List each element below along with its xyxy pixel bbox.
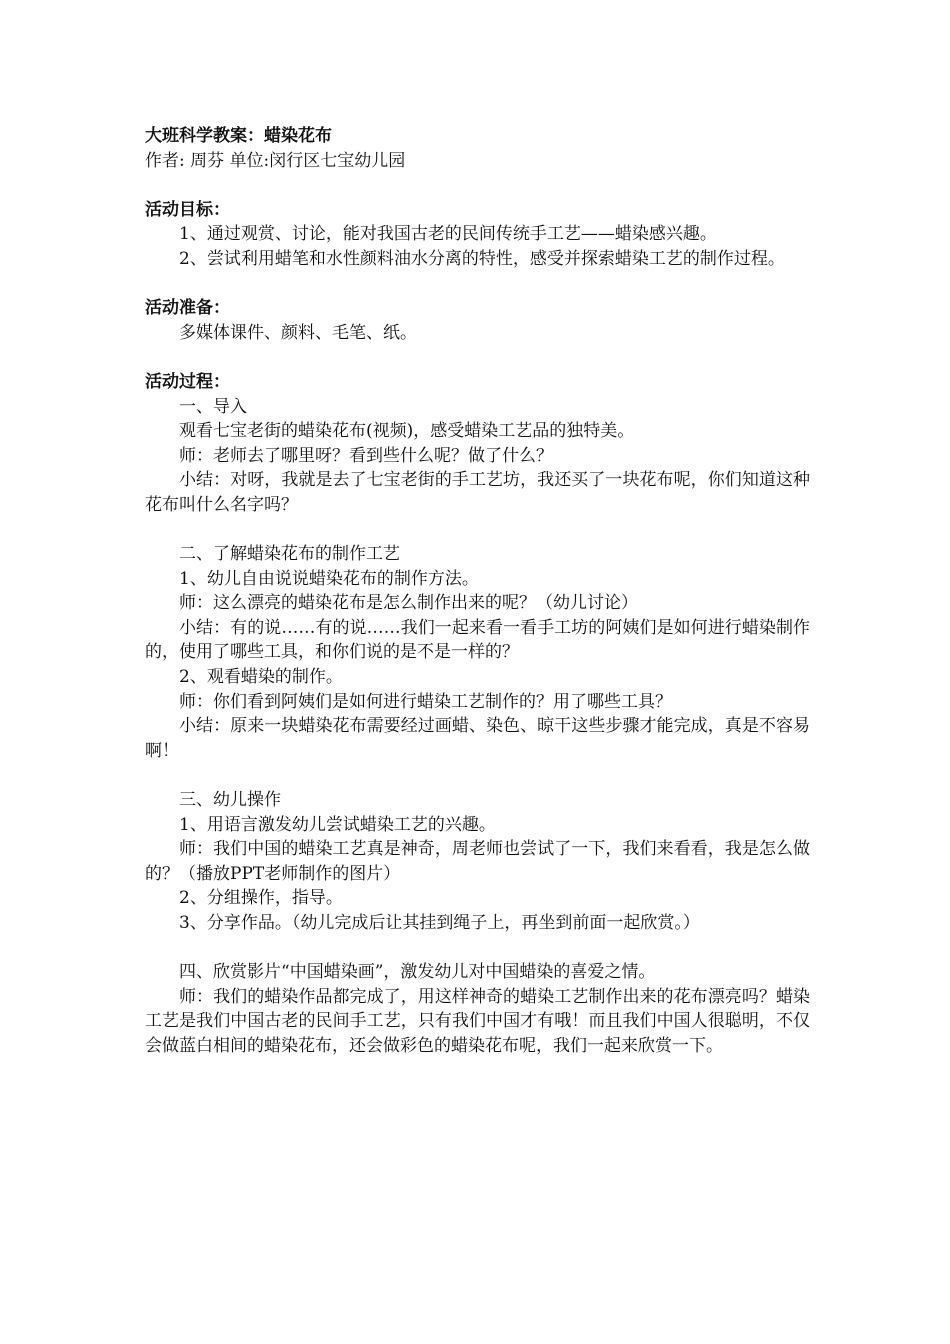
goal-item: 2、尝试利用蜡笔和水性颜料油水分离的特性，感受并探索蜡染工艺的制作过程。: [179, 248, 785, 269]
section-line: 师：我们的蜡染作品都完成了，用这样神奇的蜡染工艺制作出来的花布漂亮吗？蜡染工艺是我们中国古老的民间手工艺，只有我们中国才有哦！而且我们中国人很聪明，不仅会做蓝白相间的蜡染花布，还会做彩色的蜡染花布呢，我们一起来欣赏一下。: [145, 986, 810, 1056]
section-line: 师：老师去了哪里呀？看到些什么呢？做了什么？: [179, 445, 553, 466]
goal-item: 1、通过观赏、讨论，能对我国古老的民间传统手工艺——蜡染感兴趣。: [179, 224, 717, 245]
process-heading: 活动过程：: [145, 371, 230, 392]
section-line: 小结：对呀，我就是去了七宝老街的手工艺坊，我还买了一块花布呢，你们知道这种花布叫什么名字吗？: [145, 470, 810, 515]
preparation-text: 多媒体课件、颜料、毛笔、纸。: [179, 322, 417, 343]
spacer: [145, 345, 810, 370]
section-line: 观看七宝老街的蜡染花布(视频)，感受蜡染工艺品的独特美。: [179, 421, 635, 442]
section-title: 三、幼儿操作: [179, 790, 281, 811]
preparation-heading: 活动准备：: [145, 298, 230, 319]
section-title: 二、了解蜡染花布的制作工艺: [179, 544, 400, 565]
section-line: 2、分组操作，指导。: [179, 888, 343, 909]
spacer: [145, 272, 810, 297]
document-page: [145, 124, 810, 1059]
section-line: 小结：原来一块蜡染花布需要经过画蜡、染色、晾干这些步骤才能完成，真是不容易啊！: [145, 716, 810, 761]
spacer: [145, 936, 810, 961]
document-title: 大班科学教案：蜡染花布: [145, 126, 332, 146]
spacer: [145, 518, 810, 543]
section-line: 小结：有的说……有的说……我们一起来看一看手工坊的阿姨们是如何进行蜡染制作的，使用了哪些工具，和你们说的是不是一样的？: [145, 617, 810, 663]
spacer: [145, 763, 810, 788]
goals-heading: 活动目标：: [145, 199, 230, 220]
section-line: 师：这么漂亮的蜡染花布是怎么制作出来的呢？（幼儿讨论）: [179, 593, 638, 614]
author-line: 作者: 周芬 单位:闵行区七宝幼儿园: [145, 150, 406, 171]
section-line: 1、幼儿自由说说蜡染花布的制作方法。: [179, 568, 479, 589]
section-line: 师：我们中国的蜡染工艺真是神奇，周老师也尝试了一下，我们来看看，我是怎么做的？（播放PPT老师制作的图片）: [145, 839, 810, 884]
section-title: 一、导入: [179, 396, 247, 417]
section-line: 2、观看蜡染的制作。: [179, 667, 343, 688]
section-title: 四、欣赏影片“中国蜡染画”，激发幼儿对中国蜡染的喜爱之情。: [179, 962, 656, 983]
section-line: 3、分享作品。（幼儿完成后让其挂到绳子上，再坐到前面一起欣赏。）: [179, 913, 700, 933]
spacer: [145, 173, 810, 198]
section-line: 1、用语言激发幼儿尝试蜡染工艺的兴趣。: [179, 814, 496, 835]
section-line: 师：你们看到阿姨们是如何进行蜡染工艺制作的？用了哪些工具？: [179, 691, 672, 712]
